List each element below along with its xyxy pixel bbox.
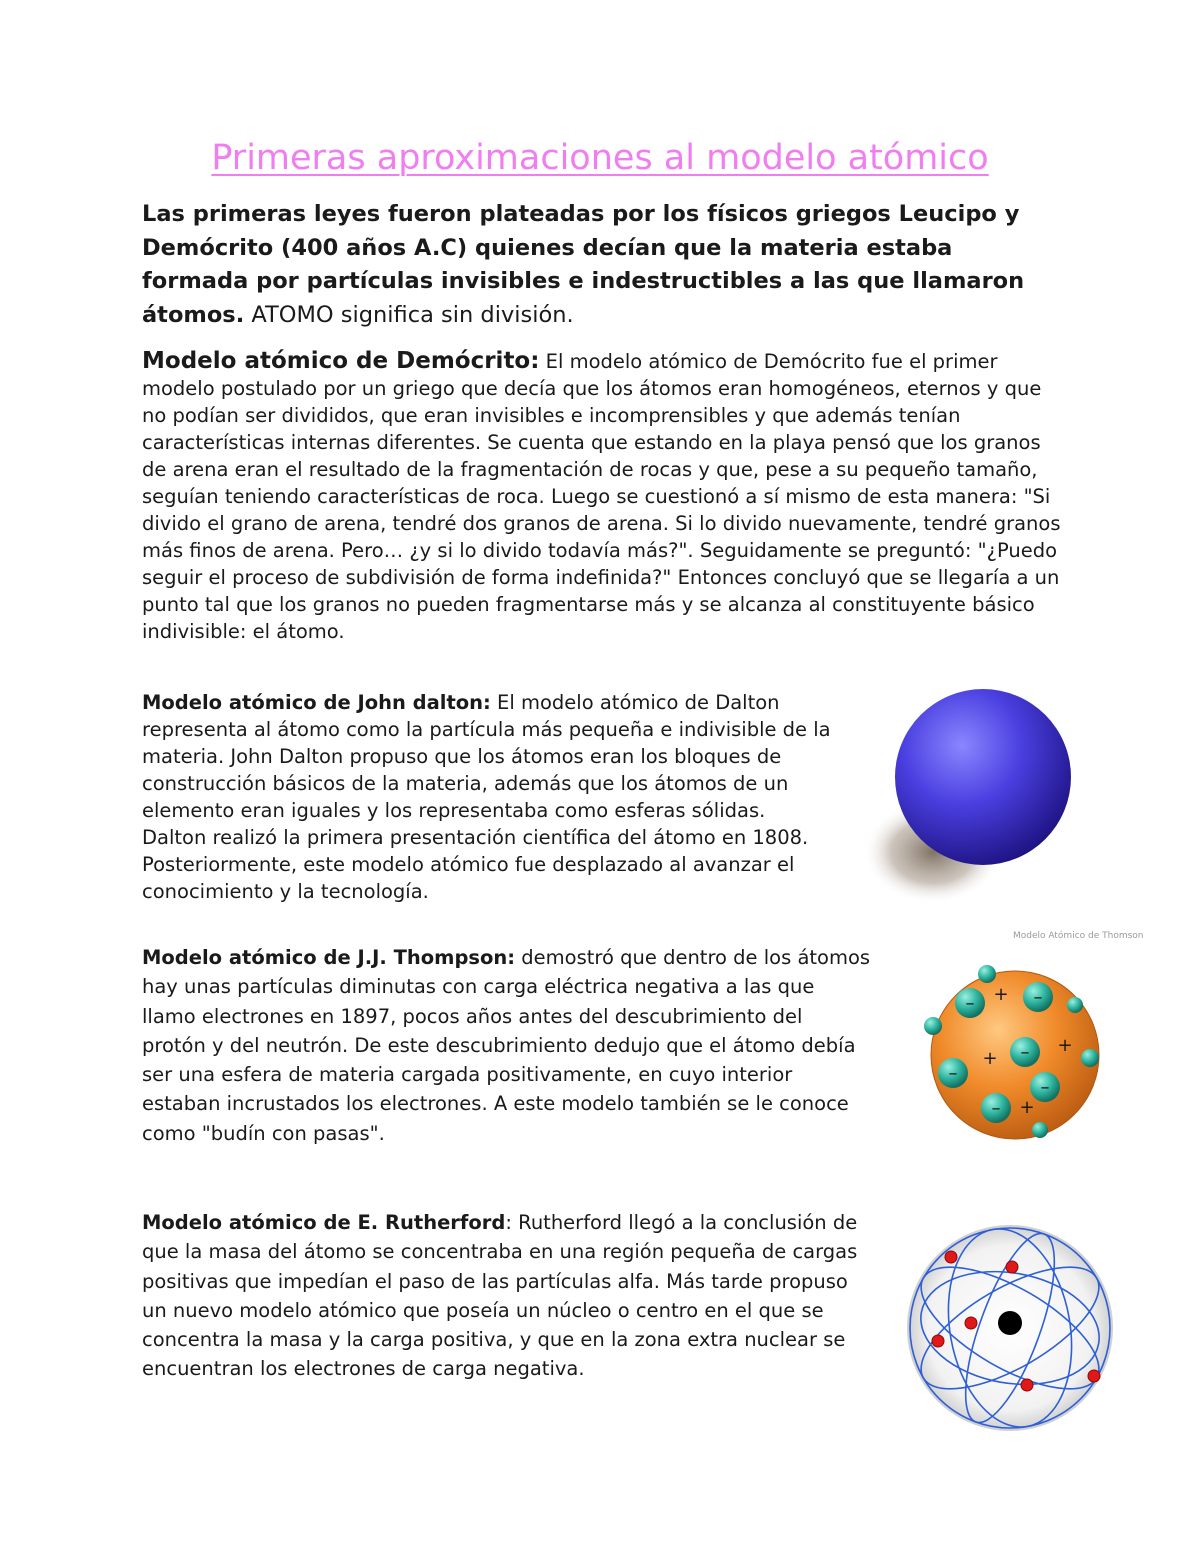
dalton-image-caption: Modelo Atómico de Thomson <box>1013 931 1144 941</box>
democrito-heading: Modelo atómico de Demócrito: <box>142 348 540 374</box>
nucleus-icon <box>998 1311 1022 1335</box>
svg-text:–: – <box>991 1098 1001 1119</box>
svg-text:+: + <box>1019 1097 1035 1118</box>
svg-text:–: – <box>948 1063 958 1084</box>
thompson-body: demostró que dentro de los átomos hay unas partículas diminutas con carga eléctrica negativa a las que llamo electrones en 1897, pocos años antes del descubrimiento del protón y del neutrón. De este descubrimiento dedujo que el átomo debía ser una esfera de materia cargada positivamente, en cuyo interior estaban incrustados los electrones. A este modelo también se le conoce como "budín con pasas". <box>142 946 871 1145</box>
svg-text:–: – <box>965 993 975 1014</box>
intro-paragraph <box>142 198 1062 332</box>
svg-text:–: – <box>1020 1042 1030 1063</box>
rutherford-heading: Modelo atómico de E. Rutherford <box>142 1211 506 1234</box>
intro-text-atomo: ATOMO significa sin división. <box>244 301 574 328</box>
rutherford-paragraph <box>142 1208 877 1384</box>
dalton-sphere-image <box>855 682 1144 941</box>
rutherford-atom-image <box>900 1215 1120 1445</box>
dalton-paragraph <box>142 689 832 905</box>
thompson-plum-pudding-image <box>915 960 1105 1140</box>
dalton-body: El modelo atómico de Dalton representa al átomo como la partícula más pequeña e indivisible de la materia. John Dalton propuso que los átomos eran los bloques de construcción básicos de la materia, además que los átomos de un elemento eran iguales y los representaba como esferas sólidas. Dalton realizó la primera presentación científica del átomo en 1808. Posteriormente, este modelo atómico fue desplazado al avanzar el conocimiento y la tecnología. <box>142 691 831 903</box>
rutherford-body: : Rutherford llegó a la conclusión de que la masa del átomo se concentraba en una región pequeña de cargas positivas que impedían el paso de las partículas alfa. Más tarde propuso un nuevo modelo atómico que poseía un núcleo o centro en el que se concentra la masa y la carga positiva, y que en la zona extra nuclear se encuentran los electrones de carga negativa. <box>142 1211 858 1381</box>
svg-text:–: – <box>1033 987 1043 1008</box>
svg-text:–: – <box>1040 1077 1050 1098</box>
democrito-body: El modelo atómico de Demócrito fue el primer modelo postulado por un griego que decía que los átomos eran homogéneos, eternos y que no podían ser divididos, que eran invisibles e incomprensibles y que además tenían características internas diferentes. Se cuenta que estando en la playa pensó que los granos de arena eran el resultado de la fragmentación de rocas y que, pese a su pequeño tamaño, seguían teniendo características de roca. Luego se cuestionó a sí mismo de esta manera: "Si divido el grano de arena, tendré dos granos de arena. Si lo divido nuevamente, tendré granos más finos de arena. Pero… ¿y si lo divido todavía más?". Seguidamente se preguntó: "¿Puedo seguir el proceso de subdivisión de forma indefinida?" Entonces concluyó que se llegaría a un punto tal que los granos no pueden fragmentarse más y se alcanza al constituyente básico indivisible: el átomo. <box>142 350 1061 643</box>
svg-text:+: + <box>993 984 1009 1005</box>
thompson-heading: Modelo atómico de J.J. Thompson: <box>142 946 516 969</box>
dalton-heading: Modelo atómico de John dalton: <box>142 691 491 714</box>
democrito-paragraph <box>142 348 1067 645</box>
svg-text:+: + <box>982 1048 998 1069</box>
intro-text: Las primeras leyes fueron plateadas por los físicos griegos Leucipo y Demócrito (400 años A.C) quienes decían que la materia estaba formada por partículas invisibles e indestructibles a las que llamaron átomos. <box>142 201 1025 328</box>
thompson-paragraph <box>142 943 872 1148</box>
svg-text:+: + <box>1057 1035 1073 1056</box>
page-title: Primeras aproximaciones al modelo atómico <box>211 138 989 178</box>
